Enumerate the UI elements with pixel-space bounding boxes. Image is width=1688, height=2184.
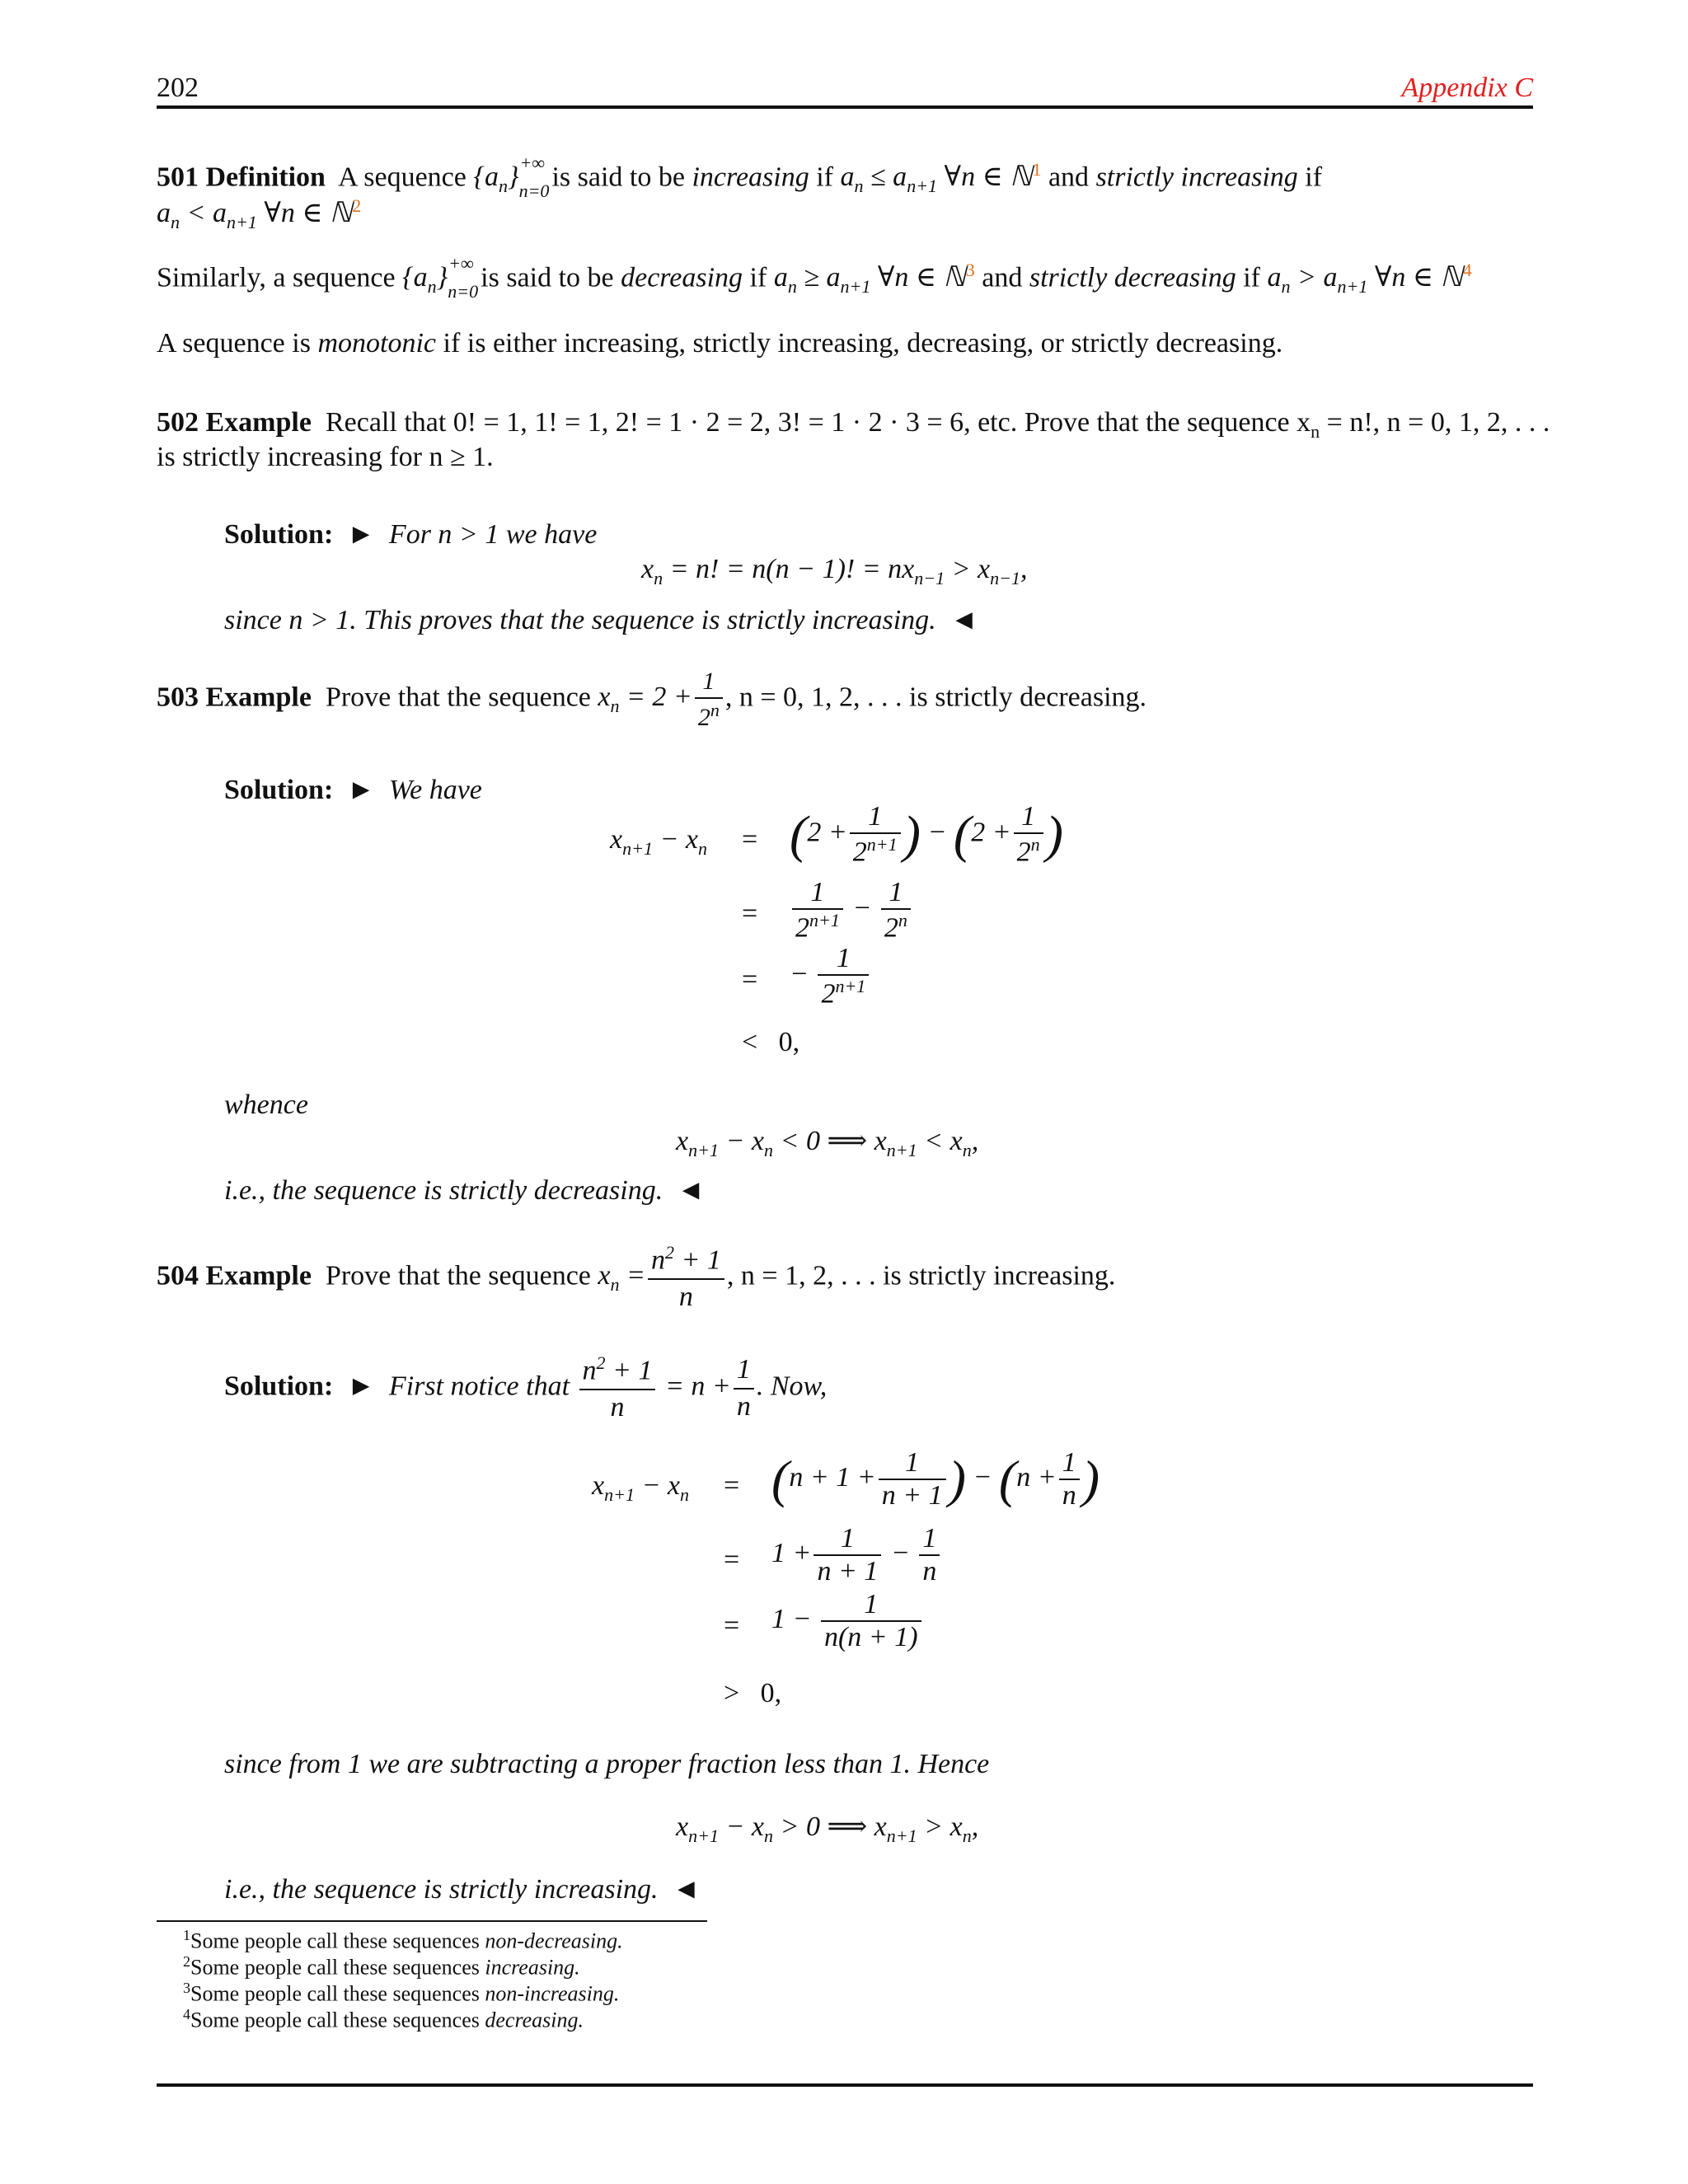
- equation-503-step2: $\frac{1}{2^{n+1}}$ − $\frac{1}{2^n}$: [790, 877, 913, 944]
- whence-label: whence: [224, 1090, 308, 1120]
- equation-503-lhs: $x_{n+1} - x_n$: [610, 824, 707, 859]
- definition-label: 501 Definition: [157, 162, 326, 193]
- solution-503-conclusion: i.e., the sequence is strictly decreasing. ◄: [224, 1175, 705, 1206]
- equation-503-implication: $x_{n+1} - x_n < 0$ ⟹ $x_{n+1} < x_n$,: [676, 1126, 979, 1160]
- equation-504-step1: (n + 1 + $\frac{1}{n + 1}$ ) − (n + $\frac{1}{n}$ ): [771, 1447, 1100, 1511]
- example-502-line2: is strictly increasing for n ≥ 1.: [157, 442, 494, 472]
- end-of-solution-icon: ◄: [665, 1874, 701, 1905]
- equation-504-step2: 1 + $\frac{1}{n + 1}$ − $\frac{1}{n}$: [771, 1523, 942, 1587]
- running-header: Appendix C: [1401, 73, 1533, 103]
- example-502: 502 Example Recall that 0! = 1, 1! = 1, 2! = 1 · 2 = 2, 3! = 1 · 2 · 3 = 6, etc. Prove that the sequence $x_n = n$!, n = 0, 1, 2, . . .: [157, 407, 1550, 442]
- solution-marker-icon: ►: [340, 775, 382, 805]
- equation-504-implication: $x_{n+1} - x_n > 0$ ⟹ $x_{n+1} > x_n$,: [676, 1811, 979, 1846]
- example-503: 503 Example Prove that the sequence $x_n = 2$ + $\frac{1}{2^n}$ , n = 0, 1, 2, . . . is strictly decreasing.: [157, 666, 1146, 733]
- solution-502: Solution: ► For n > 1 we have: [224, 519, 598, 550]
- footnote-3: $^3$Some people call these sequences non-increasing.: [183, 1980, 620, 2006]
- solution-marker-icon: ►: [340, 1371, 382, 1402]
- solution-504: Solution: ► First notice that $\frac{n^2 + 1}{n}$ = n + $\frac{1}{n}$ . Now,: [224, 1352, 827, 1425]
- footnote-ref-4[interactable]: 4: [1462, 260, 1472, 280]
- solution-502-conclusion: since n > 1. This proves that the sequence is strictly increasing. ◄: [224, 605, 978, 635]
- sequence-notation: $\{a_n\}_{n=0}^{+\infty}$: [473, 152, 550, 202]
- since-text: since from 1 we are subtracting a proper fraction less than 1. Hence: [224, 1749, 990, 1779]
- solution-marker-icon: ►: [340, 519, 382, 550]
- end-of-solution-icon: ◄: [669, 1175, 705, 1206]
- definition-501: 501 Definition A sequence $\{a_n\}_{n=0}^{+\infty}$ is said to be increasing if $a_n \le a_{n+1}$ ∀n ∈ ℕ$^1$ and strictly increasing if: [157, 152, 1323, 202]
- paragraph-monotonic: A sequence is monotonic if is either increasing, strictly increasing, decreasing, or strictly decreasing.: [157, 328, 1283, 359]
- footnote-1: $^1$Some people call these sequences non-decreasing.: [183, 1927, 623, 1953]
- equation-504-step4: > 0,: [724, 1678, 782, 1708]
- footnote-2: $^2$Some people call these sequences increasing.: [183, 1953, 580, 1980]
- definition-501-line2: $a_n < a_{n+1}$ ∀n ∈ ℕ$^2$: [157, 195, 362, 233]
- solution-503: Solution: ► We have: [224, 775, 482, 805]
- page-number: 202: [157, 73, 199, 103]
- equation-504-lhs: $x_{n+1} - x_n$: [592, 1470, 689, 1505]
- equation-503-step4: < 0,: [742, 1027, 800, 1057]
- footnote-ref-1[interactable]: 1: [1032, 159, 1042, 180]
- footnote-rule: [157, 1920, 707, 1922]
- example-label: 502 Example: [157, 407, 312, 438]
- header-rule: [157, 105, 1533, 109]
- footnote-ref-3[interactable]: 3: [965, 260, 975, 280]
- example-504: 504 Example Prove that the sequence $x_n$ = $\frac{n^2 + 1}{n}$ , n = 1, 2, . . . is strictly increasing.: [157, 1241, 1115, 1315]
- equation-503-step3: − $\frac{1}{2^{n+1}}$: [790, 943, 871, 1010]
- solution-504-conclusion: i.e., the sequence is strictly increasing. ◄: [224, 1874, 701, 1905]
- paragraph-decreasing: Similarly, a sequence $\{a_n\}_{n=0}^{+\infty}$ is said to be decreasing if $a_n \ge a_{n+1}$ ∀n ∈ ℕ$^3$ and strictly decreasing if $a_n > a_{n+1}$ ∀n ∈ ℕ$^4$: [157, 253, 1472, 302]
- footer-rule: [157, 2083, 1533, 2087]
- end-of-solution-icon: ◄: [943, 605, 978, 635]
- equation-502: $x_n = n$! = n(n − 1)! = $nx_{n-1} > x_{n-1}$,: [641, 554, 1028, 588]
- footnote-4: $^4$Some people call these sequences decreasing.: [183, 2006, 584, 2032]
- equation-504-step3: 1 − $\frac{1}{n(n + 1)}$: [771, 1589, 924, 1653]
- equation-503-step1: (2 + $\frac{1}{2^{n+1}}$ ) − (2 + $\frac{1}{2^n}$ ): [790, 801, 1063, 868]
- footnote-ref-2[interactable]: 2: [352, 195, 362, 216]
